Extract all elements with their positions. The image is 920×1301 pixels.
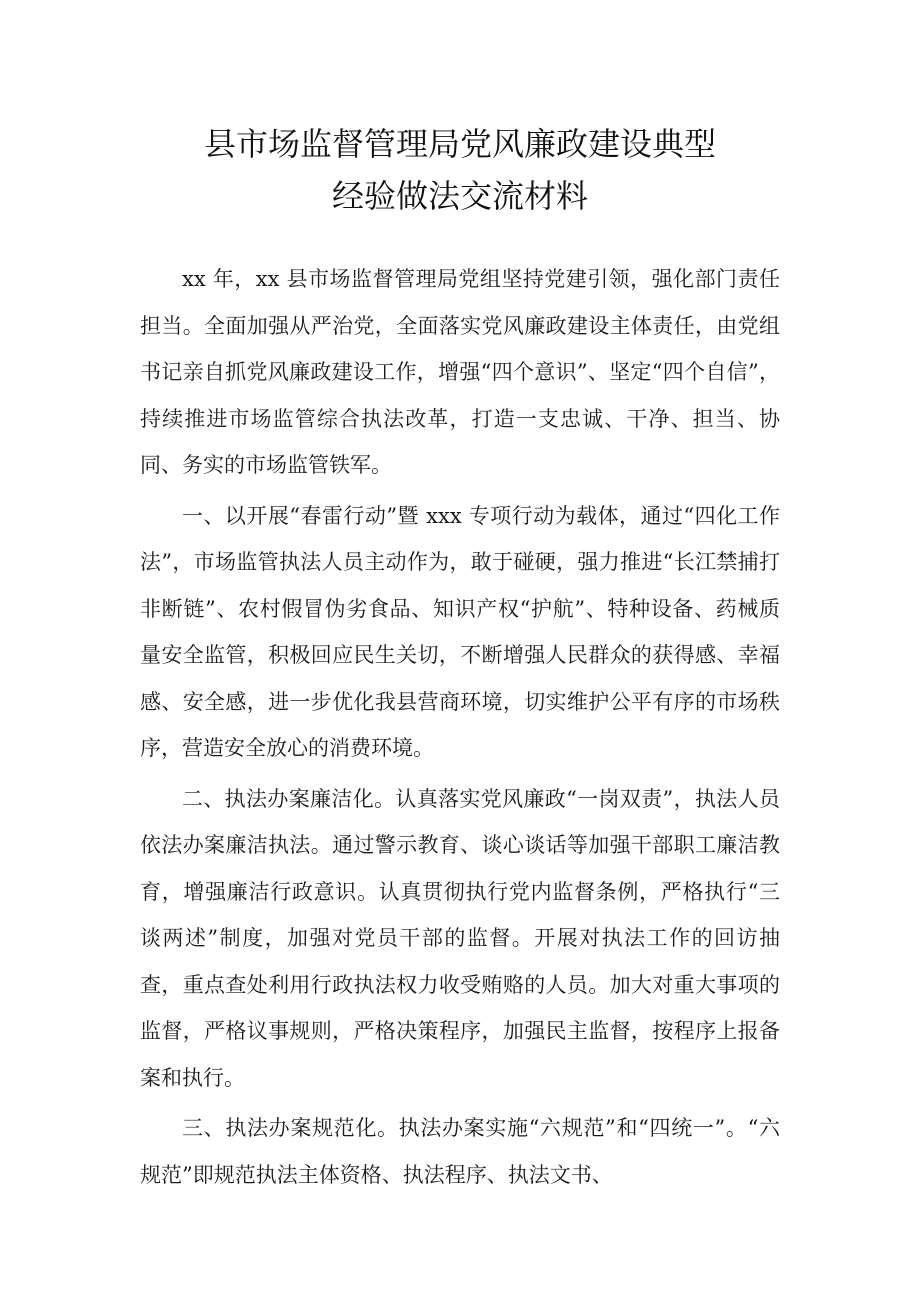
paragraph-section-2: 二、执法办案廉洁化。认真落实党风廉政“一岗双责”，执法人员依法办案廉洁执法。通过警示教育、谈心谈话等加强干部职工廉洁教育，增强廉洁行政意识。认真贯彻执行党内监督条例，严格执行“三谈两述”制度，加强对党员干部的监督。开展对执法工作的回访抽查，重点查处利用行政执法权力收受贿赂的人员。加大对重大事项的监督，严格议事规则，严格决策程序，加强民主监督，按程序上报备案和执行。 (140, 786, 780, 1090)
document-body (140, 256, 780, 1202)
document-title (0, 118, 920, 222)
paragraph-intro: xx 年，xx 县市场监督管理局党组坚持党建引领，强化部门责任担当。全面加强从严治党，全面落实党风廉政建设主体责任，由党组书记亲自抓党风廉政建设工作，增强“四个意识”、坚定“四个自信”，持续推进市场监管综合执法改革，打造一支忠诚、干净、担当、协同、务实的市场监管铁军。 (140, 267, 780, 477)
paragraph-section-1: 一、以开展“春雷行动”暨 xxx 专项行动为载体，通过“四化工作法”，市场监管执法人员主动作为，敢于碰硬，强力推进“长江禁捕打非断链”、农村假冒伪劣食品、知识产权“护航”、特种设备、药械质量安全监管，积极回应民生关切，不断增强人民群众的获得感、幸福感、安全感，进一步优化我县营商环境，切实维护公平有序的市场秩序，营造安全放心的消费环境。 (140, 503, 780, 760)
title-line-1: 县市场监督管理局党风廉政建设典型 (203, 125, 716, 163)
paragraph-section-3: 三、执法办案规范化。执法办案实施“六规范”和“四统一”。“六规范”即规范执法主体资格、执法程序、执法文书、 (140, 1116, 780, 1187)
title-line-2: 经验做法交流材料 (331, 177, 588, 215)
